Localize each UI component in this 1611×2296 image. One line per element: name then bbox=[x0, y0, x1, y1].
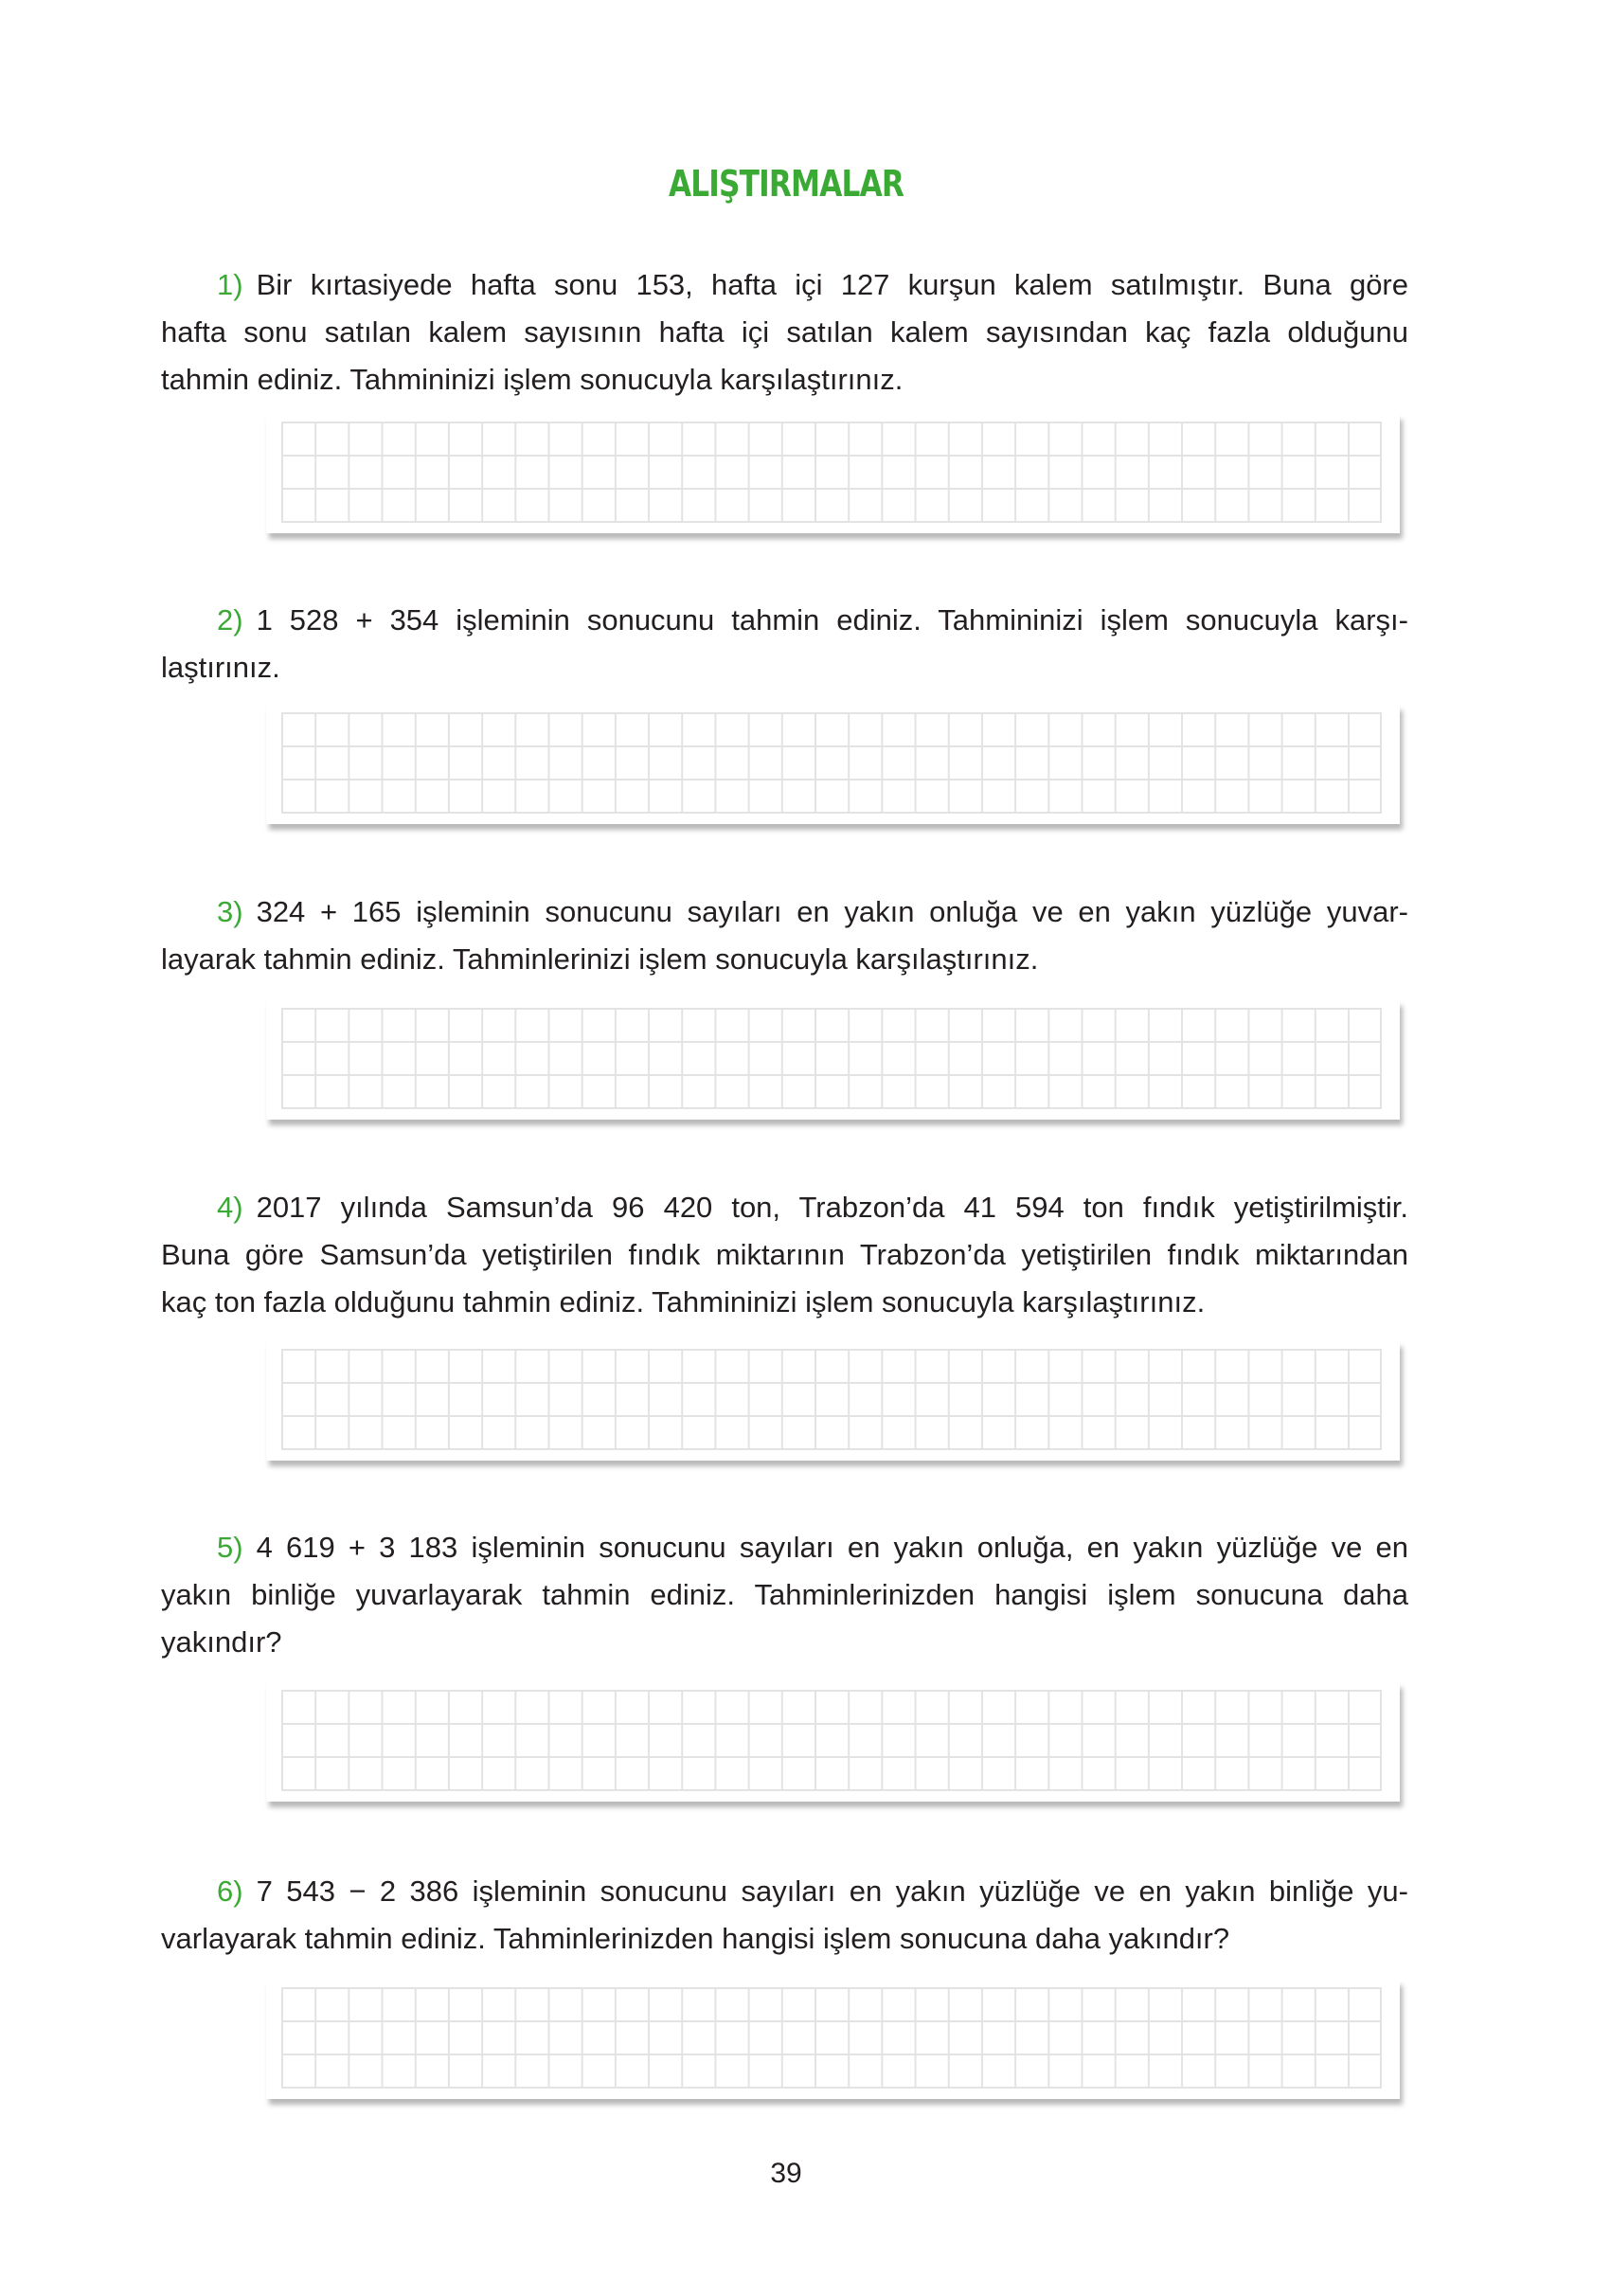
question-text: 324 + 165 işleminin sonucunu sayıları en yakın onluğa ve en yakın yüzlüğe yuvar- bbox=[256, 895, 1408, 928]
grid bbox=[281, 1008, 1382, 1109]
question-number: 2) bbox=[217, 603, 243, 637]
question-text: 2017 yılında Samsun’da 96 420 ton, Trabzon’da 41 594 ton fındık yetiştirilmiştir. bbox=[256, 1191, 1408, 1224]
question-text: 1 528 + 354 işleminin sonucunu tahmin ediniz. Tahmininizi işlem sonucuyla karşı- bbox=[256, 603, 1408, 637]
question-text: layarak tahmin ediniz. Tahminlerinizi işlem sonucuyla karşılaştırınız. bbox=[161, 942, 1039, 976]
answer-grid-2[interactable] bbox=[266, 705, 1400, 824]
question-text: 7 543 − 2 386 işleminin sonucunu sayıları en yakın yüzlüğe ve en yakın binliğe yu- bbox=[256, 1874, 1408, 1908]
question-text: laştırınız. bbox=[161, 651, 280, 684]
question-text: hafta sonu satılan kalem sayısının hafta içi satılan kalem sayısından kaç fazla olduğunu bbox=[161, 315, 1408, 349]
grid bbox=[281, 712, 1382, 814]
question-line bbox=[161, 356, 1408, 404]
question-line bbox=[161, 261, 1408, 309]
page-title: ALIŞTIRMALAR bbox=[668, 163, 904, 205]
question-line bbox=[161, 644, 1408, 691]
question-line bbox=[161, 1571, 1408, 1619]
question-4 bbox=[161, 1184, 1408, 1326]
question-line bbox=[161, 309, 1408, 356]
question-text: yakın binliğe yuvarlayarak tahmin ediniz. Tahminlerinizden hangisi işlem sonucuna daha bbox=[161, 1578, 1408, 1611]
answer-grid-5[interactable] bbox=[266, 1682, 1400, 1802]
question-text: Buna göre Samsun’da yetiştirilen fındık miktarının Trabzon’da yetiştirilen fındık miktarından bbox=[161, 1238, 1408, 1271]
question-2 bbox=[161, 597, 1408, 691]
question-line bbox=[161, 597, 1408, 644]
question-number: 5) bbox=[217, 1531, 243, 1564]
question-text: tahmin ediniz. Tahmininizi işlem sonucuyla karşılaştırınız. bbox=[161, 363, 904, 396]
question-text: Bir kırtasiyede hafta sonu 153, hafta içi 127 kurşun kalem satılmıştır. Buna göre bbox=[256, 268, 1408, 301]
question-line bbox=[161, 1915, 1408, 1963]
question-line bbox=[161, 1524, 1408, 1571]
question-3 bbox=[161, 888, 1408, 983]
question-number: 1) bbox=[217, 268, 243, 301]
grid bbox=[281, 1690, 1382, 1791]
page-number: 39 bbox=[770, 2158, 802, 2189]
question-line bbox=[161, 1184, 1408, 1231]
question-1 bbox=[161, 261, 1408, 404]
question-text: varlayarak tahmin ediniz. Tahminlerinizden hangisi işlem sonucuna daha yakındır? bbox=[161, 1922, 1230, 1955]
question-number: 4) bbox=[217, 1191, 243, 1224]
grid bbox=[281, 1987, 1382, 2089]
answer-grid-4[interactable] bbox=[266, 1341, 1400, 1461]
question-text: 4 619 + 3 183 işleminin sonucunu sayıları en yakın onluğa, en yakın yüzlüğe ve en bbox=[256, 1531, 1408, 1564]
answer-grid-6[interactable] bbox=[266, 1980, 1400, 2099]
grid bbox=[281, 422, 1382, 523]
question-line bbox=[161, 1231, 1408, 1279]
question-text: yakındır? bbox=[161, 1625, 282, 1659]
question-text: kaç ton fazla olduğunu tahmin ediniz. Tahmininizi işlem sonucuyla karşılaştırınız. bbox=[161, 1285, 1206, 1318]
question-line bbox=[161, 1868, 1408, 1915]
question-6 bbox=[161, 1868, 1408, 1963]
question-5 bbox=[161, 1524, 1408, 1666]
question-line bbox=[161, 1619, 1408, 1666]
question-number: 6) bbox=[217, 1874, 243, 1908]
question-line bbox=[161, 936, 1408, 983]
grid bbox=[281, 1349, 1382, 1450]
question-number: 3) bbox=[217, 895, 243, 928]
question-line bbox=[161, 888, 1408, 936]
answer-grid-3[interactable] bbox=[266, 1000, 1400, 1120]
answer-grid-1[interactable] bbox=[266, 414, 1400, 533]
question-line bbox=[161, 1279, 1408, 1326]
